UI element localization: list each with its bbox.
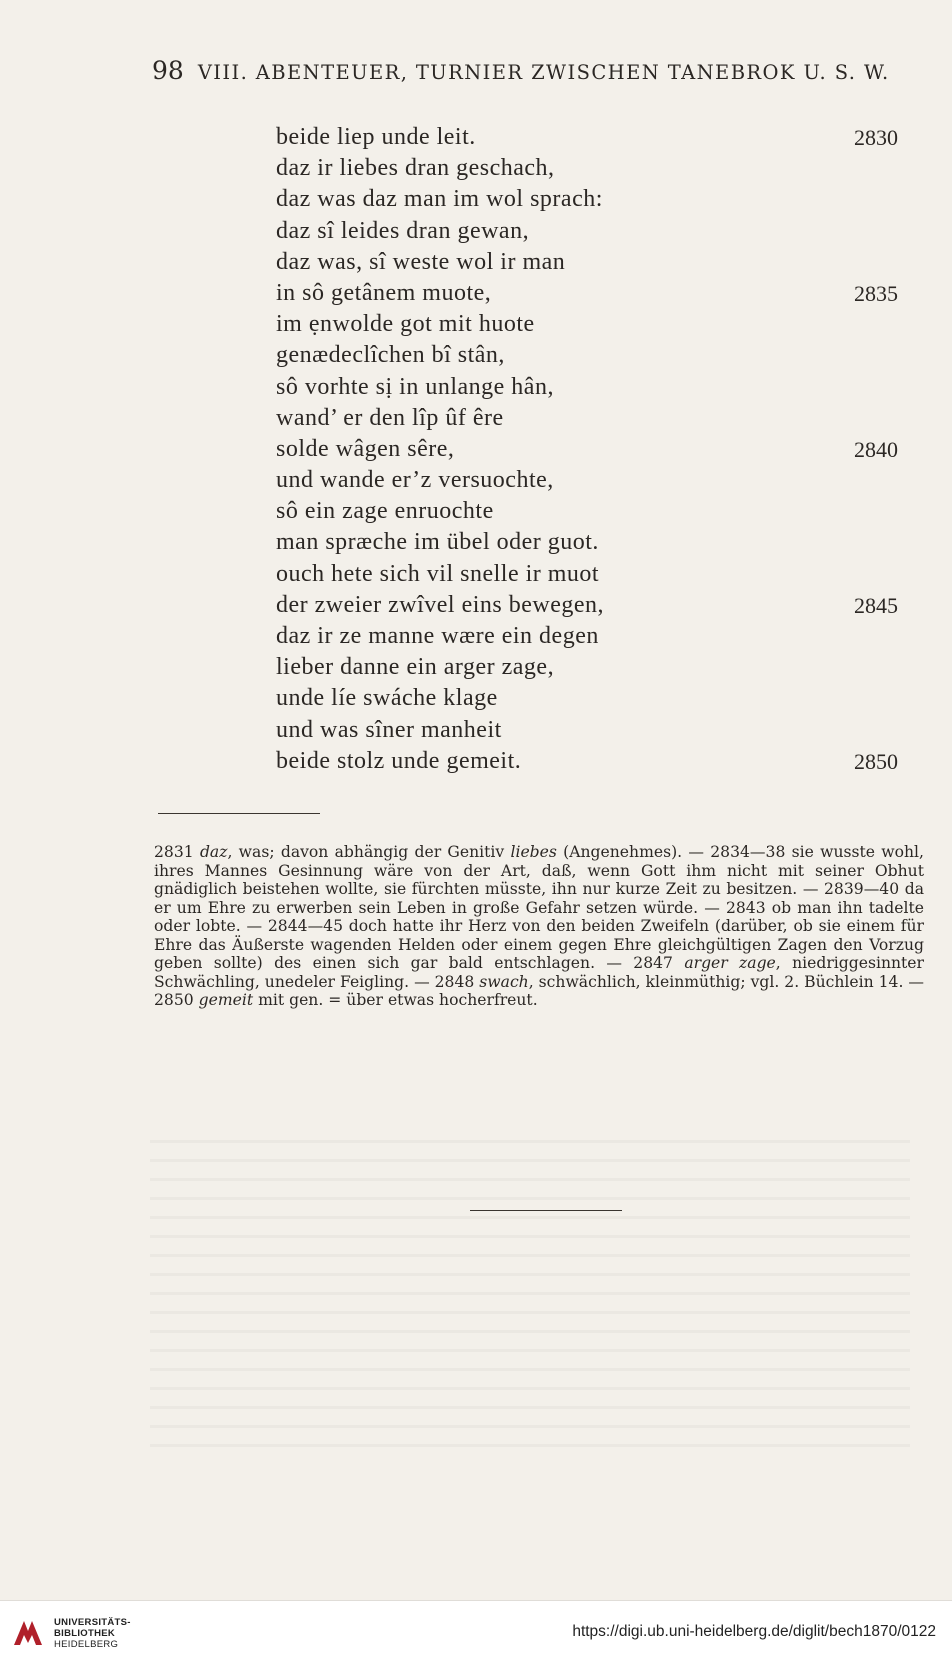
verse-text: wand’ er den lîp ûf êre (276, 404, 504, 431)
note-term: liebes (510, 843, 557, 861)
verse-text: und wande er’z versuochte, (276, 467, 554, 494)
note-ref: 2831 (154, 843, 194, 861)
library-line: BIBLIOTHEK (54, 1628, 116, 1639)
permalink-url[interactable]: https://digi.ub.uni-heidelberg.de/diglit/bech1870/0122 (572, 1623, 936, 1640)
verse-text: und was sîner manheit (276, 716, 502, 743)
footnotes (154, 843, 924, 1010)
page-header (152, 56, 932, 96)
verse-line (276, 247, 916, 278)
verse-line (276, 590, 916, 621)
note-text: mit gen. = über etwas hocherfreut. (253, 991, 538, 1009)
library-line: HEIDELBERG (54, 1639, 119, 1650)
verse-line (276, 683, 916, 714)
verse-text: lieber danne ein arger zage, (276, 654, 555, 681)
line-number: 2840 (854, 436, 898, 462)
verse-line (276, 153, 916, 184)
note-term: arger zage (684, 954, 776, 972)
note-term: gemeit (198, 991, 254, 1009)
verse-line (276, 746, 916, 777)
verse-text: in sô getânem muote, (276, 279, 492, 306)
verse-line (276, 652, 916, 683)
end-rule (470, 1210, 622, 1211)
verse-text: unde líe swáche klage (276, 685, 498, 712)
library-line: UNIVERSITÄTS- (54, 1617, 131, 1628)
verse-block (276, 122, 916, 777)
verse-line (276, 715, 916, 746)
verse-text: beide liep unde leit. (276, 124, 476, 150)
verse-text: daz was, sî weste wol ir man (276, 248, 566, 275)
note-term: daz (199, 843, 228, 861)
verse-line (276, 216, 916, 247)
verse-line (276, 340, 916, 371)
verse-line (276, 621, 916, 652)
library-logo-icon (10, 1615, 46, 1651)
note-text: (Angenehmes). — 2834—38 sie wusste wohl, ihres Mannes Gesinnung wäre von der Art, daß, wenn Gott ihm nicht mit seiner Obhut gnädiglich beistehen wollte, sie fürchten müsste, ihn nur kurze Zeit zu besitzen. — 2839—40 da er um Ehre zu erwerben sein Leben in große Gefahr setzen würde. — 2843 ob man ihn tadelte oder lobte. — 2844—45 doch hatte ihr Herz von den beiden Zweifeln (darüber, ob sie einem für Ehre das Äußerste wagenden Helden oder einem gegen Ehre gleichgültigen Zagen den Vorzug geben sollte) des einen sich gar bald entschlagen. — 2847 (154, 843, 924, 972)
verse-line (276, 184, 916, 215)
verse-text: solde wâgen sêre, (276, 435, 455, 462)
line-number: 2830 (854, 125, 898, 150)
verse-text: sô vorhte sị in unlange hân, (276, 373, 554, 400)
verse-line (276, 496, 916, 527)
footnote-rule (158, 813, 320, 814)
note-text: , schwächlich, kleinmüthig; vgl. 2. Büchlein 14. — 2850 (154, 972, 924, 1009)
verse-line (276, 309, 916, 340)
verse-text: im ẹnwolde got mit huote (276, 311, 535, 338)
verse-text: ouch hete sich vil snelle ir muot (276, 560, 600, 587)
note-text: , was; davon abhängig der Genitiv (227, 843, 511, 861)
verse-line (276, 434, 916, 465)
verse-line (276, 559, 916, 590)
reverse-show-through (150, 1140, 910, 1460)
verse-text: daz sî leides dran gewan, (276, 217, 530, 244)
page-number: 98 (152, 56, 184, 85)
verse-text: genædeclîchen bî stân, (276, 342, 505, 369)
verse-text: daz ir liebes dran geschach, (276, 155, 555, 182)
verse-line (276, 122, 916, 153)
verse-line (276, 278, 916, 309)
verse-line (276, 527, 916, 558)
running-head: VIII. ABENTEUER, TURNIER ZWISCHEN TANEBROK U. S. W. (197, 61, 890, 84)
verse-line (276, 372, 916, 403)
verse-text: sô ein zage enruochte (276, 498, 494, 525)
verse-text: daz was daz man im wol sprach: (276, 186, 603, 213)
line-number: 2845 (854, 592, 898, 618)
verse-text: beide stolz unde gemeit. (276, 747, 522, 774)
verse-text: man spræche im übel oder guot. (276, 529, 599, 556)
line-number: 2850 (854, 748, 898, 774)
verse-text: daz ir ze manne wære ein degen (276, 623, 599, 649)
verse-line (276, 403, 916, 434)
note-term: swach (479, 972, 529, 991)
verse-line (276, 465, 916, 496)
note-text: , niedriggesinnter Schwächling, unedeler Feigling. — 2848 (154, 954, 924, 991)
library-name (54, 1617, 131, 1650)
viewer-footer (0, 1600, 952, 1667)
line-number: 2835 (854, 280, 898, 306)
verse-text: der zweier zwîvel eins bewegen, (276, 591, 605, 618)
